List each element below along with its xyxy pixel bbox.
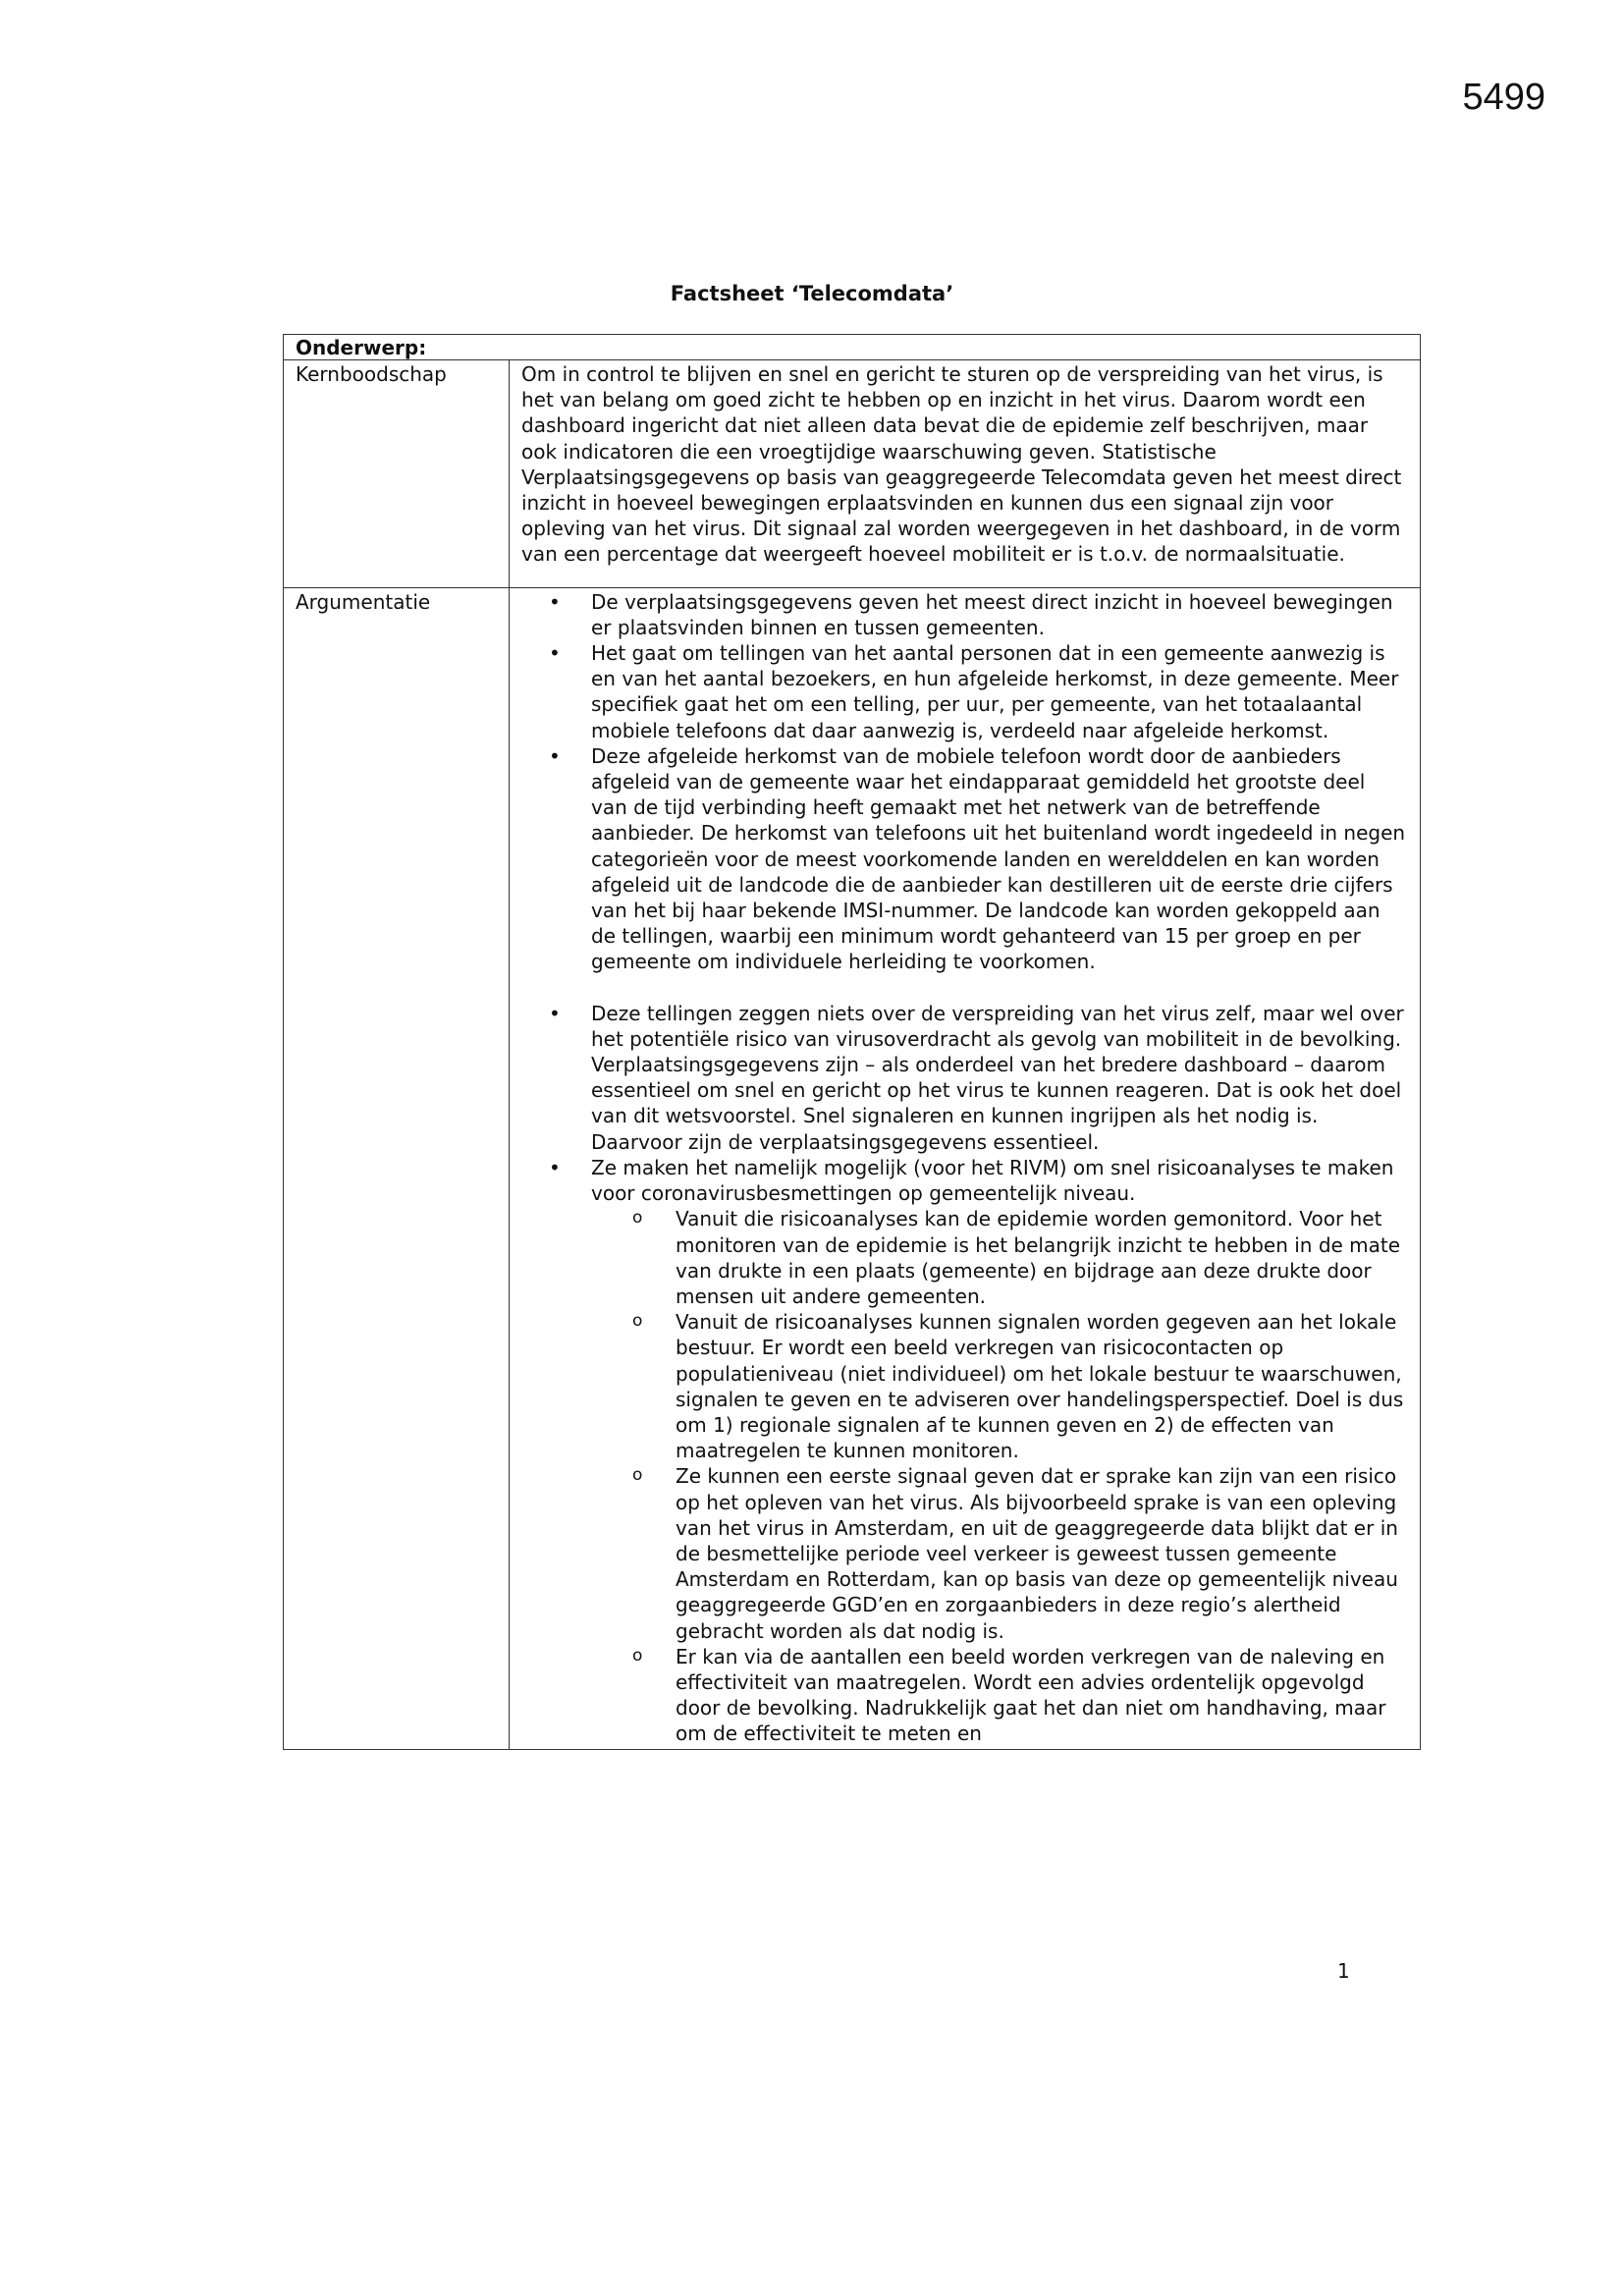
- list-item: [510, 1155, 1406, 1747]
- kernboodschap-label: [284, 360, 510, 588]
- argumentatie-sub-list: [591, 1206, 1406, 1746]
- sub-list-item: o Ze kunnen een eerste signaal geven dat er sprake kan zijn van een risico op het opleven van het virus. Als bijvoorbeeld sprake is van een opleving van het virus in Amsterdam, en uit de geaggregeerde data blijkt dat er in de besmettelijke periode veel verkeer is geweest tussen gemeente Amsterdam en Rotterdam, kan op basis van deze op gemeentelijk niveau geaggregeerde GGD’en en zorgaanbieders in deze regio’s alertheid gebracht worden als dat nodig is.: [591, 1463, 1406, 1643]
- kernboodschap-row: [284, 360, 1421, 588]
- table-header-row: [284, 335, 1421, 360]
- argumentatie-bullet-list: [510, 589, 1406, 1747]
- page-number: 1: [1337, 1959, 1350, 1983]
- list-item: • Deze tellingen zeggen niets over de verspreiding van het virus zelf, maar wel over het potentiële risico van virusoverdracht als gevolg van mobiliteit in de bevolking. Verplaatsingsgegevens zijn – als onderdeel van het bredere dashboard – daarom essentieel om snel en gericht op het virus te kunnen reageren. Dat is ook het doel van dit wetsvoorstel. Snel signaleren en kunnen ingrijpen als het nodig is. Daarvoor zijn de verplaatsingsgegevens essentieel.: [510, 1001, 1406, 1155]
- list-item: • Deze afgeleide herkomst van de mobiele telefoon wordt door de aanbieders afgeleid van de gemeente waar het eindapparaat gemiddeld het grootste deel van de tijd verbinding heeft gemaakt met het netwerk van de betreffende aanbieder. De herkomst van telefoons uit het buitenland wordt ingedeeld in negen categorieën voor de meest voorkomende landen en werelddelen en kan worden afgeleid uit de landcode die de aanbieder kan destilleren uit de eerste drie cijfers van het bij haar bekende IMSI-nummer. De landcode kan worden gekoppeld aan de tellingen, waarbij een minimum wordt gehanteerd van 15 per groep en per gemeente om individuele herleiding te voorkomen.: [510, 743, 1406, 975]
- list-item: • De verplaatsingsgegevens geven het meest direct inzicht in hoeveel bewegingen er plaatsvinden binnen en tussen gemeenten.: [510, 589, 1406, 640]
- sub-list-item: o Er kan via de aantallen een beeld worden verkregen van de naleving en effectiviteit van maatregelen. Wordt een advies ordentelijk opgevolgd door de bevolking. Nadrukkelijk gaat het dan niet om handhaving, maar om de effectiviteit te meten en: [591, 1644, 1406, 1747]
- sub-list-item: o Vanuit de risicoanalyses kunnen signalen worden gegeven aan het lokale bestuur. Er wordt een beeld verkregen van risicocontacten op populatieniveau (niet individueel) om het lokale bestuur te waarschuwen, signalen te geven en te adviseren over handelingsperspectief. Doel is dus om 1) regionale signalen af te kunnen geven en 2) de effecten van maatregelen te kunnen monitoren.: [591, 1309, 1406, 1463]
- kernboodschap-content: [510, 360, 1421, 588]
- sub-list-item: o Vanuit die risicoanalyses kan de epidemie worden gemonitord. Voor het monitoren van de epidemie is het belangrijk inzicht te hebben in de mate van drukte in een plaats (gemeente) en bijdrage aan deze drukte door mensen uit andere gemeenten.: [591, 1206, 1406, 1309]
- onderwerp-header: Onderwerp:: [284, 335, 1421, 360]
- argumentatie-label: [284, 587, 510, 1749]
- list-item-text: Ze maken het namelijk mogelijk (voor het RIVM) om snel risicoanalyses te maken voor coronavirusbesmettingen op gemeentelijk niveau.: [591, 1155, 1394, 1206]
- argumentatie-label-text: Argumentatie: [296, 589, 431, 614]
- kernboodschap-text: Om in control te blijven en snel en gericht te sturen op de verspreiding van het virus, is het van belang om goed zicht te hebben op en inzicht in het virus. Daarom wordt een dashboard ingericht dat niet alleen data bevat die de epidemie zelf beschrijven, maar ook indicatoren die een vroegtijdige waarschuwing geven. Statistische Verplaatsingsgegevens op basis van geaggregeerde Telecomdata geven het meest direct inzicht in hoeveel bewegingen erplaatsvinden en kunnen dus een signaal zijn voor opleving van het virus. Dit signaal zal worden weergegeven in het dashboard, in de vorm van een percentage dat weergeeft hoeveel mobiliteit er is t.o.v. de normaalsituatie.: [521, 362, 1402, 567]
- list-item: • Het gaat om tellingen van het aantal personen dat in een gemeente aanwezig is en van het aantal bezoekers, en hun afgeleide herkomst, in deze gemeente. Meer specifiek gaat het om een telling, per uur, per gemeente, van het totaalaantal mobiele telefoons dat daar aanwezig is, verdeeld naar afgeleide herkomst.: [510, 640, 1406, 743]
- page-title: Factsheet ‘Telecomdata’: [670, 282, 954, 305]
- factsheet-table: [283, 334, 1421, 1750]
- argumentatie-row: [284, 587, 1421, 1749]
- argumentatie-content: [510, 587, 1421, 1749]
- kernboodschap-label-text: Kernboodschap: [296, 362, 447, 386]
- document-stamp-number: 5499: [1462, 77, 1545, 118]
